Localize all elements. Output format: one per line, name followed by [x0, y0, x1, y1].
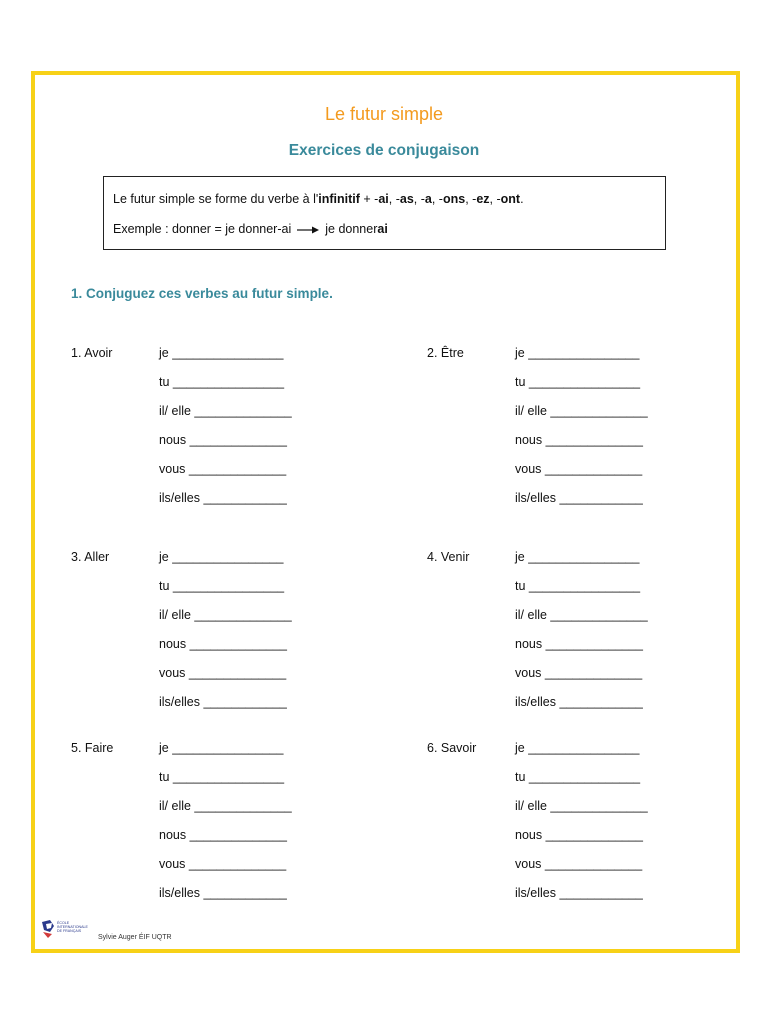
conjugation-line[interactable]: je ________________ — [515, 741, 640, 755]
conjugation-line[interactable]: nous ______________ — [159, 828, 287, 842]
conjugation-line[interactable]: ils/elles ____________ — [159, 886, 287, 900]
conjugation-line[interactable]: vous ______________ — [159, 666, 287, 680]
conjugation-line[interactable]: vous ______________ — [515, 857, 643, 871]
rule-sep: , - — [465, 192, 477, 206]
conjugation-line[interactable]: tu ________________ — [515, 579, 641, 593]
ending-as: as — [399, 192, 414, 206]
conjugation-line[interactable]: je ________________ — [159, 741, 284, 755]
conjugation-line[interactable]: il/ elle ______________ — [515, 608, 648, 622]
school-logo — [40, 918, 98, 940]
verb-label: 1. Avoir — [71, 346, 113, 360]
conjugation-line[interactable]: tu ________________ — [159, 770, 285, 784]
ending-ons: ons — [442, 192, 466, 206]
conjugation-line[interactable]: vous ______________ — [159, 857, 287, 871]
verb-label: 6. Savoir — [427, 741, 477, 755]
rule-line — [113, 192, 524, 206]
conjugation-line[interactable]: ils/elles ____________ — [159, 491, 287, 505]
conjugation-line[interactable]: tu ________________ — [159, 375, 285, 389]
conjugation-line[interactable]: vous ______________ — [159, 462, 287, 476]
conjugation-line[interactable]: nous ______________ — [515, 828, 643, 842]
rule-sep: , - — [489, 192, 501, 206]
arrow-right-icon — [297, 223, 319, 237]
conjugation-line[interactable]: vous ______________ — [515, 666, 643, 680]
rule-box — [103, 176, 666, 250]
verb-label: 4. Venir — [427, 550, 470, 564]
conjugation-line[interactable]: il/ elle ______________ — [159, 404, 292, 418]
conjugation-line[interactable]: ils/elles ____________ — [515, 886, 643, 900]
rule-sep: + - — [359, 192, 379, 206]
ending-a: a — [424, 192, 432, 206]
conjugation-line[interactable]: il/ elle ______________ — [159, 799, 292, 813]
footer — [40, 918, 172, 941]
verb-label: 2. Être — [427, 346, 464, 360]
rule-sep: , - — [413, 192, 425, 206]
example-result: je donnerai — [325, 222, 388, 236]
svg-text:INTERNATIONALE: INTERNATIONALE — [57, 925, 88, 929]
example-text: Exemple : donner = je donner-ai — [113, 222, 292, 236]
conjugation-line[interactable]: ils/elles ____________ — [515, 491, 643, 505]
conjugation-line[interactable]: tu ________________ — [159, 579, 285, 593]
section-title: 1. Conjuguez ces verbes au futur simple. — [71, 286, 333, 301]
conjugation-line[interactable]: vous ______________ — [515, 462, 643, 476]
svg-text:ÉCOLE: ÉCOLE — [57, 921, 70, 925]
rule-sep: , - — [388, 192, 400, 206]
conjugation-line[interactable]: il/ elle ______________ — [515, 404, 648, 418]
conjugation-line[interactable]: nous ______________ — [159, 637, 287, 651]
ending-ont: ont — [500, 192, 521, 206]
conjugation-line[interactable]: ils/elles ____________ — [515, 695, 643, 709]
page-subtitle: Exercices de conjugaison — [288, 142, 480, 159]
conjugation-line[interactable]: je ________________ — [515, 550, 640, 564]
conjugation-line[interactable]: je ________________ — [515, 346, 640, 360]
conjugation-line[interactable]: il/ elle ______________ — [159, 608, 292, 622]
rule-sep: , - — [431, 192, 443, 206]
ending-ez: ez — [476, 192, 490, 206]
rule-end: . — [520, 192, 524, 206]
verb-label: 5. Faire — [71, 741, 114, 755]
conjugation-line[interactable]: nous ______________ — [515, 637, 643, 651]
conjugation-line[interactable]: je ________________ — [159, 550, 284, 564]
rule-infinitif: infinitif — [318, 192, 360, 206]
conjugation-line[interactable]: tu ________________ — [515, 375, 641, 389]
credit-text: Sylvie Auger ÉIF UQTR — [98, 934, 172, 941]
conjugation-line[interactable]: nous ______________ — [515, 433, 643, 447]
conjugation-line[interactable]: il/ elle ______________ — [515, 799, 648, 813]
conjugation-line[interactable]: je ________________ — [159, 346, 284, 360]
svg-text:DE FRANÇAIS: DE FRANÇAIS — [57, 929, 82, 933]
page-title: Le futur simple — [324, 104, 444, 124]
conjugation-line[interactable]: tu ________________ — [515, 770, 641, 784]
conjugation-line[interactable]: ils/elles ____________ — [159, 695, 287, 709]
example-line — [113, 222, 388, 236]
ending-ai: ai — [378, 192, 389, 206]
rule-text: Le futur simple se forme du verbe à l' — [113, 192, 319, 206]
conjugation-line[interactable]: nous ______________ — [159, 433, 287, 447]
verb-label: 3. Aller — [71, 550, 110, 564]
